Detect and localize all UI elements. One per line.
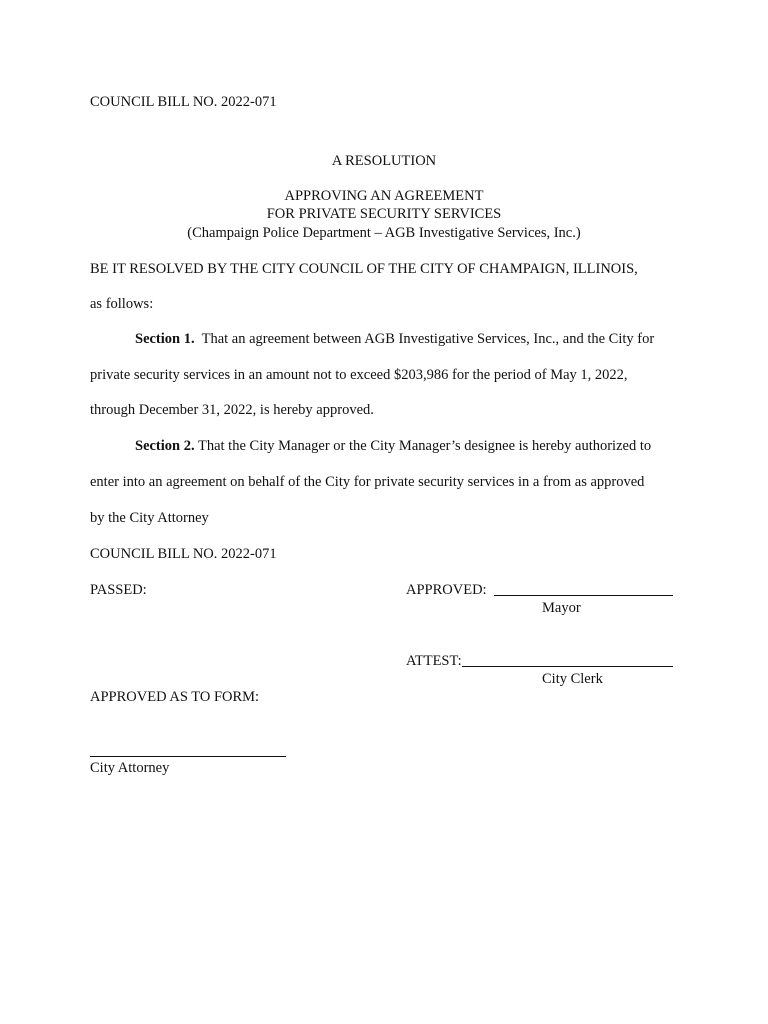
section-1-label: Section 1. [135,331,195,347]
approved-signature-line [406,581,673,599]
section-1-text: That an agreement between AGB Investigative Services, Inc., and the City for [201,331,655,347]
title-line-services: FOR PRIVATE SECURITY SERVICES [266,206,502,222]
section-2-label: Section 2. [135,438,195,454]
section-2-line-2: enter into an agreement on behalf of the City for private security services in a from as approved [90,474,645,490]
attest-signature-line [406,652,673,670]
mayor-label: Mayor [542,600,581,616]
section-2-line-1 [135,437,651,455]
preamble-line-2: as follows: [90,296,154,312]
section-2-text: That the City Manager or the City Manager’s designee is hereby authorized to [197,438,652,454]
approved-label: APPROVED: [406,582,487,598]
city-attorney-signature-rule [90,756,286,757]
approved-as-to-form-label: APPROVED AS TO FORM: [90,689,260,705]
city-clerk-signature-rule [462,666,673,667]
footer-bill-number: COUNCIL BILL NO. 2022-071 [90,546,277,562]
city-attorney-label: City Attorney [90,760,170,776]
section-1-line-2: private security services in an amount not to exceed $203,986 for the period of May 1, 2022, [90,367,628,383]
city-clerk-label: City Clerk [542,671,603,687]
resolution-heading: A RESOLUTION [331,153,437,169]
title-line-parties: (Champaign Police Department – AGB Investigative Services, Inc.) [187,225,581,241]
section-1-line-3: through December 31, 2022, is hereby approved. [90,402,374,418]
section-2-line-3: by the City Attorney [90,510,209,526]
attest-label: ATTEST: [406,653,462,669]
title-line-approving: APPROVING AN AGREEMENT [284,188,484,204]
mayor-signature-rule [494,595,673,596]
passed-label: PASSED: [90,582,147,598]
council-bill-number: COUNCIL BILL NO. 2022-071 [90,94,277,110]
preamble-line-1: BE IT RESOLVED BY THE CITY COUNCIL OF THE CITY OF CHAMPAIGN, ILLINOIS, [90,261,638,277]
section-1-line-1 [135,330,654,348]
